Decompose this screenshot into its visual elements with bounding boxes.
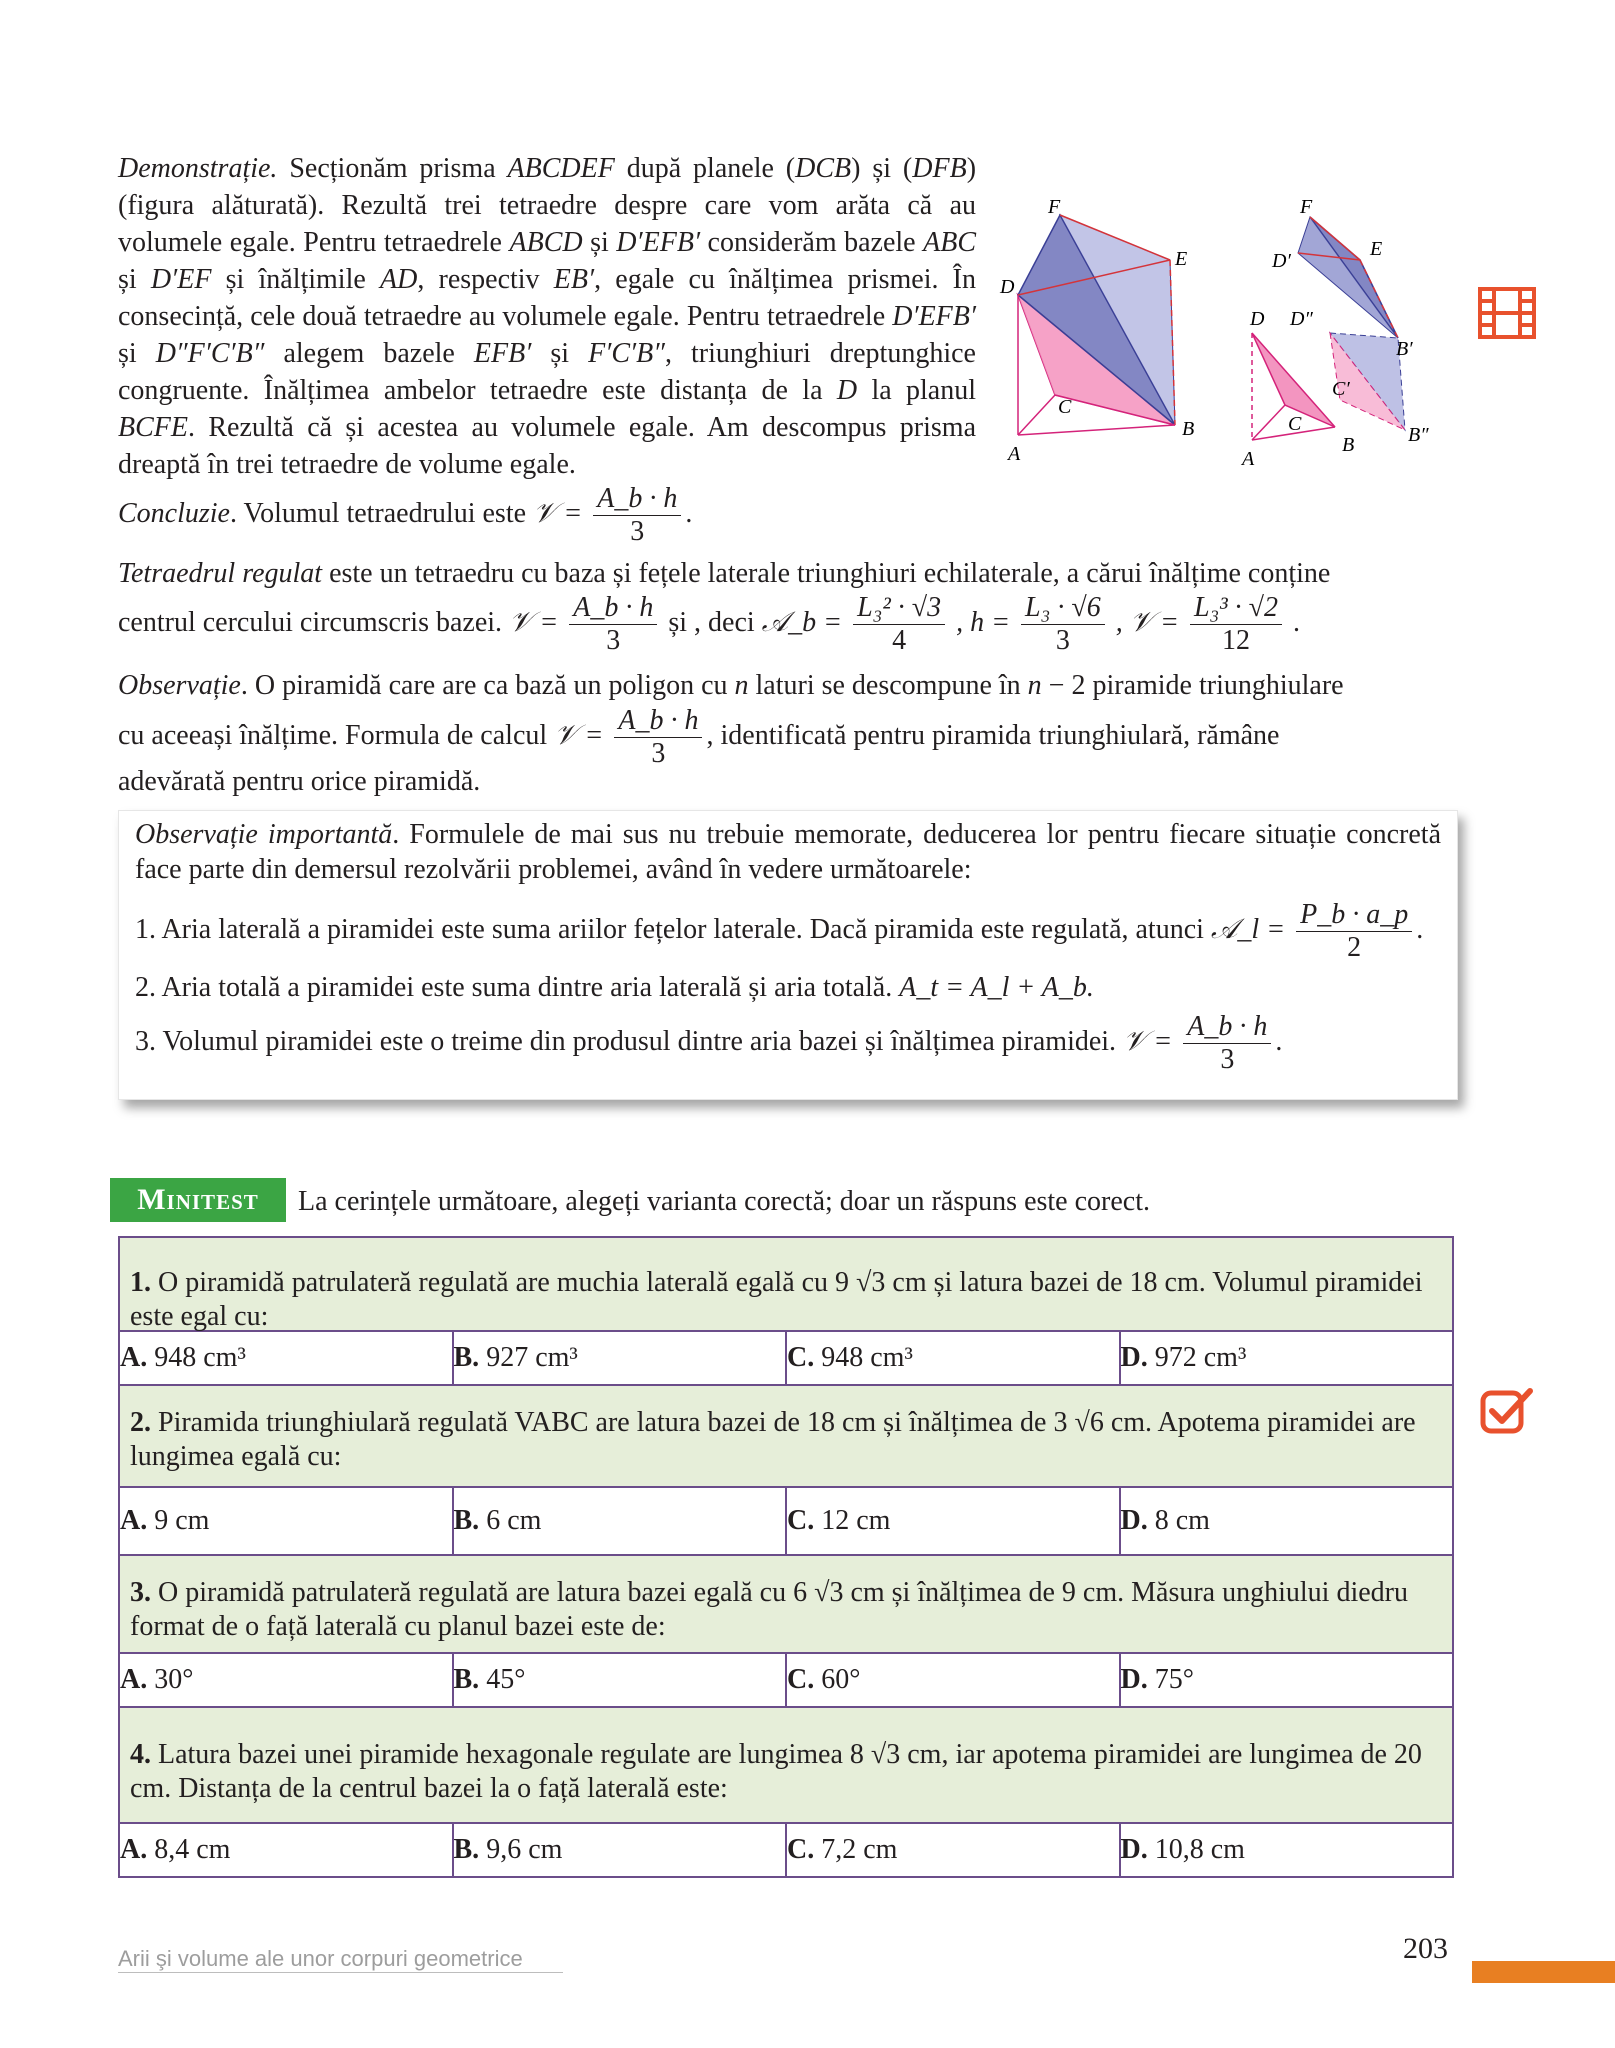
minitest-badge: Minitest bbox=[110, 1178, 286, 1222]
page-accent-bar bbox=[1472, 1961, 1615, 1983]
label-D: D bbox=[1250, 308, 1265, 330]
prism-decomposition-figure bbox=[990, 195, 1490, 475]
answer-option[interactable]: D. 972 cm³ bbox=[1120, 1331, 1454, 1385]
prism-figure-left bbox=[999, 196, 1194, 465]
label-E: E bbox=[1175, 248, 1188, 270]
label-C1: C′ bbox=[1332, 378, 1350, 400]
demonstration-paragraph: Demonstrație. Secționăm prisma ABCDEF după planele (DCB) și (DFB) (figura alăturată). Rezultă trei tetraedre despre care vom arăta că au volumele egale. Pentru tetraedrele ABCD și D′EFB′ considerăm bazele ABC și D′EF și înălțimile AD, respectiv EB′, egale cu înălțimea prismei. În consecință, cele două tetraedre au volumele egale. Pentru tetraedrele D′EFB′ și D″F′C′B″ alegem bazele EFB′ și F′C′B″, triunghiuri dreptunghice congruente. Înălțimea ambelor tetraedre este distanța de la D la planul BCFE. Rezultă că și acestea au volumele egale. Am descompus prisma dreaptă în trei tetraedre de volume egale. bbox=[118, 153, 977, 480]
regular-tetrahedron-paragraph: Tetraedrul regulat este un tetraedru cu baza și fețele laterale triunghiuri echilaterale, a cărui înălțime conține bbox=[118, 558, 1331, 589]
label-C: C bbox=[1288, 413, 1302, 435]
answer-option[interactable]: D. 75° bbox=[1120, 1653, 1454, 1707]
label-D: D bbox=[1000, 276, 1015, 298]
checkbox-check-icon[interactable] bbox=[1480, 1385, 1536, 1435]
answer-option[interactable]: C. 7,2 cm bbox=[786, 1823, 1120, 1877]
answer-option[interactable]: B. 927 cm³ bbox=[453, 1331, 787, 1385]
question-row-4: 4. Latura bazei unei piramide hexagonale regulate are lungimea 8 √3 cm, iar apotema piramidei are lungimea de 20 cm. Distanța de la centrul bazei la o față laterală este: bbox=[119, 1707, 1453, 1823]
label-B: B bbox=[1342, 434, 1355, 456]
answer-row-4 bbox=[119, 1823, 1453, 1877]
answer-option[interactable]: A. 30° bbox=[119, 1653, 453, 1707]
page-number: 203 bbox=[1403, 1932, 1448, 1965]
answer-option[interactable]: D. 8 cm bbox=[1120, 1487, 1454, 1555]
label-B: B bbox=[1182, 418, 1195, 440]
label-F: F bbox=[1048, 196, 1061, 218]
answer-option[interactable]: B. 9,6 cm bbox=[453, 1823, 787, 1877]
label-F2: F bbox=[1300, 196, 1313, 218]
answer-option[interactable]: C. 12 cm bbox=[786, 1487, 1120, 1555]
note-item-1: 1. Aria laterală a piramidei este suma ariilor fețelor laterale. Dacă piramida este regulată, atunci 𝒜_l = $\frac{P\_b \cdot a\_p}{2}$ . bbox=[135, 899, 1424, 963]
observation-formula: cu aceeași înălțime. Formula de calcul 𝒱 = $\frac{A\_b \cdot h}{3}$ , identificată pentru piramida triunghiulară, rămâne bbox=[118, 705, 1280, 769]
label-C: C bbox=[1058, 396, 1072, 418]
fraction-volume: $\frac{A\_b \cdot h}{3}$ bbox=[593, 483, 681, 548]
answer-option[interactable]: D. 10,8 cm bbox=[1120, 1823, 1454, 1877]
film-icon[interactable] bbox=[1478, 287, 1536, 339]
note-item-2: 2. Aria totală a piramidei este suma dintre aria laterală și aria totală. A_t = A_l + A_b. bbox=[135, 972, 1094, 1003]
label-A2: A bbox=[1242, 448, 1255, 470]
label-D2: D″ bbox=[1290, 308, 1313, 330]
conclusion-line: Concluzie. Volumul tetraedrului este 𝒱 = $\frac{A\_b \cdot h}{3}$ . bbox=[118, 483, 693, 547]
important-note-intro: Observație importantă. Formulele de mai sus nu trebuie memorate, deducerea lor pentru fiecare situație concretă face parte din demersul rezolvării problemei, având în vedere următoarele: bbox=[135, 819, 1441, 885]
answer-option[interactable]: B. 6 cm bbox=[453, 1487, 787, 1555]
question-row-2: 2. Piramida triunghiulară regulată VABC are latura bazei de 18 cm și înălțimea de 3 √6 cm. Apotema piramidei are lungimea egală cu: bbox=[119, 1385, 1453, 1487]
important-note-box bbox=[118, 810, 1458, 1100]
answer-option[interactable]: C. 948 cm³ bbox=[786, 1331, 1120, 1385]
prism-figure-right bbox=[1240, 196, 1429, 470]
label-B1: B′ bbox=[1396, 338, 1413, 360]
answer-row-2 bbox=[119, 1487, 1453, 1555]
label-E2: E bbox=[1370, 238, 1383, 260]
minitest-instructions: La cerințele următoare, alegeți varianta corectă; doar un răspuns este corect. bbox=[298, 1186, 1150, 1217]
question-row-3: 3. O piramidă patrulateră regulată are latura bazei egală cu 6 √3 cm și înălțimea de 9 cm. Măsura unghiului diedru format de o față laterală cu planul bazei este de: bbox=[119, 1555, 1453, 1653]
demo-label: Demonstrație. bbox=[118, 153, 278, 184]
question-row-1: 1. O piramidă patrulateră regulată are muchia laterală egală cu 9 √3 cm și latura bazei de 18 cm. Volumul piramidei este egal cu: bbox=[119, 1237, 1453, 1331]
answer-option[interactable]: A. 948 cm³ bbox=[119, 1331, 453, 1385]
answer-option[interactable]: A. 8,4 cm bbox=[119, 1823, 453, 1877]
minitest-table bbox=[118, 1236, 1454, 1878]
observation-paragraph: Observație. O piramidă care are ca bază un poligon cu n laturi se descompune în n − 2 piramide triunghiulare bbox=[118, 670, 1344, 701]
regular-tetrahedron-formulas: centrul cercului circumscris bazei. 𝒱 = $\frac{A\_b \cdot h}{3}$ și , deci 𝒜_b = $\frac{\text{L₃² · √3}}{4}$ , h = $\frac{\text{L₃ · √6}}{3}$ , 𝒱 = $\frac{\text{L₃³ · √2}}{12}$ . bbox=[118, 592, 1301, 656]
answer-option[interactable]: B. 45° bbox=[453, 1653, 787, 1707]
answer-option[interactable]: C. 60° bbox=[786, 1653, 1120, 1707]
label-D1: D′ bbox=[1272, 250, 1291, 272]
answer-row-1 bbox=[119, 1331, 1453, 1385]
note-item-3: 3. Volumul piramidei este o treime din produsul dintre aria bazei și înălțimea piramidei. 𝒱 = $\frac{A\_b \cdot h}{3}$ . bbox=[135, 1011, 1283, 1075]
answer-row-3 bbox=[119, 1653, 1453, 1707]
label-B2: B″ bbox=[1408, 424, 1429, 446]
footer-chapter-title: Arii şi volume ale unor corpuri geometrice bbox=[118, 1946, 563, 1973]
label-A: A bbox=[1008, 443, 1021, 465]
observation-end: adevărată pentru orice piramidă. bbox=[118, 766, 481, 797]
answer-option[interactable]: A. 9 cm bbox=[119, 1487, 453, 1555]
